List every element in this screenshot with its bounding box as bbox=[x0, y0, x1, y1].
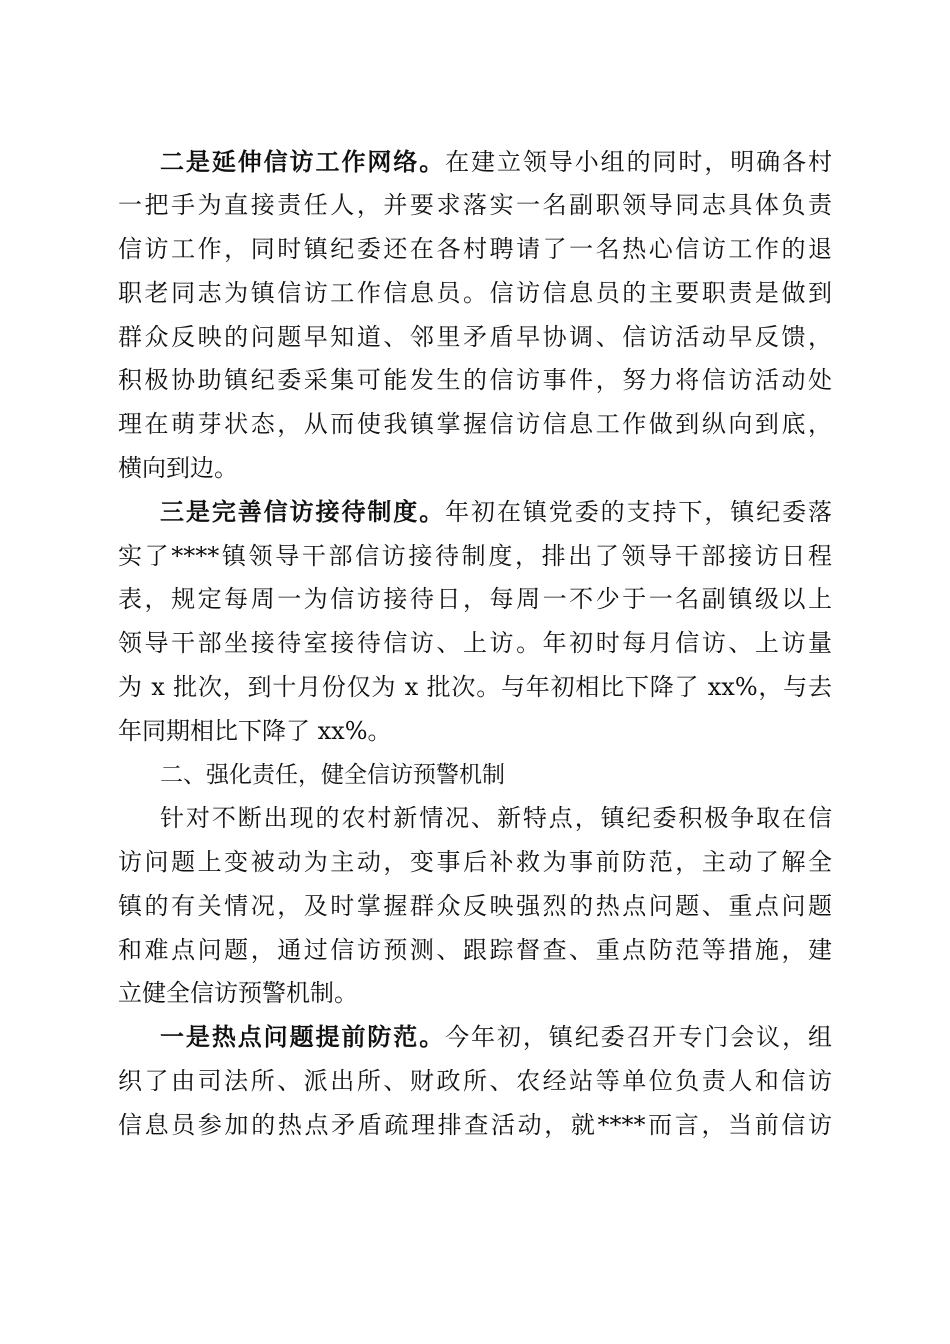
paragraph-1-line-3: 信访工作，同时镇纪委还在各村聘请了一名热心信访工作的退 bbox=[118, 235, 832, 263]
paragraph-2-line-5: 为 x 批次，到十月份仅为 x 批次。与年初相比下降了 xx%，与去 bbox=[118, 673, 832, 701]
paragraph-2-line-3: 表，规定每周一为信访接待日，每周一不少于一名副镇级以上 bbox=[118, 585, 832, 613]
paragraph-3-line-3: 镇的有关情况，及时掌握群众反映强烈的热点问题、重点问题 bbox=[118, 892, 832, 920]
paragraph-3-line-4: 和难点问题，通过信访预测、跟踪督查、重点防范等措施，建 bbox=[118, 936, 832, 964]
paragraph-2-lead: 三是完善信访接待制度。 bbox=[160, 497, 446, 526]
paragraph-4-line-2: 织了由司法所、派出所、财政所、农经站等单位负责人和信访 bbox=[118, 1067, 832, 1095]
paragraph-1-line-6: 积极协助镇纪委采集可能发生的信访事件，努力将信访活动处 bbox=[118, 366, 832, 394]
paragraph-1-line-2: 一把手为直接责任人，并要求落实一名副职领导同志具体负责 bbox=[118, 191, 832, 219]
paragraph-1-text: 在建立领导小组的同时，明确各村 bbox=[445, 148, 833, 176]
section-heading: 二、强化责任，健全信访预警机制 bbox=[160, 762, 505, 788]
paragraph-1-line-5: 群众反映的问题早知道、邻里矛盾早协调、信访活动早反馈， bbox=[118, 323, 832, 351]
paragraph-4-line-1 bbox=[160, 1017, 832, 1057]
paragraph-1-line-8: 横向到边。 bbox=[118, 454, 238, 482]
paragraph-2-line-6: 年同期相比下降了 xx%。 bbox=[118, 717, 392, 745]
paragraph-2-line-2: 实了****镇领导干部信访接待制度，排出了领导干部接访日程 bbox=[118, 542, 832, 570]
paragraph-2-line-4: 领导干部坐接待室接待信访、上访。年初时每月信访、上访量 bbox=[118, 629, 832, 657]
paragraph-3-line-5: 立健全信访预警机制。 bbox=[118, 979, 358, 1007]
paragraph-4-line-3: 信息员参加的热点矛盾疏理排查活动，就****而言，当前信访 bbox=[118, 1111, 832, 1139]
paragraph-1-line-1 bbox=[160, 142, 832, 182]
paragraph-4-lead: 一是热点问题提前防范。 bbox=[160, 1022, 446, 1051]
paragraph-2-text: 年初在镇党委的支持下，镇纪委落 bbox=[445, 498, 833, 526]
paragraph-4-text: 今年初，镇纪委召开专门会议，组 bbox=[445, 1023, 833, 1051]
paragraph-3-line-2: 访问题上变被动为主动，变事后补救为事前防范，主动了解全 bbox=[118, 848, 832, 876]
paragraph-1-line-4: 职老同志为镇信访工作信息员。信访信息员的主要职责是做到 bbox=[118, 279, 832, 307]
paragraph-1-lead: 二是延伸信访工作网络。 bbox=[160, 147, 446, 176]
paragraph-2-line-1 bbox=[160, 492, 832, 532]
paragraph-3-line-1: 针对不断出现的农村新情况、新特点，镇纪委积极争取在信 bbox=[160, 804, 832, 832]
paragraph-1-line-7: 理在萌芽状态，从而使我镇掌握信访信息工作做到纵向到底， bbox=[118, 410, 832, 438]
